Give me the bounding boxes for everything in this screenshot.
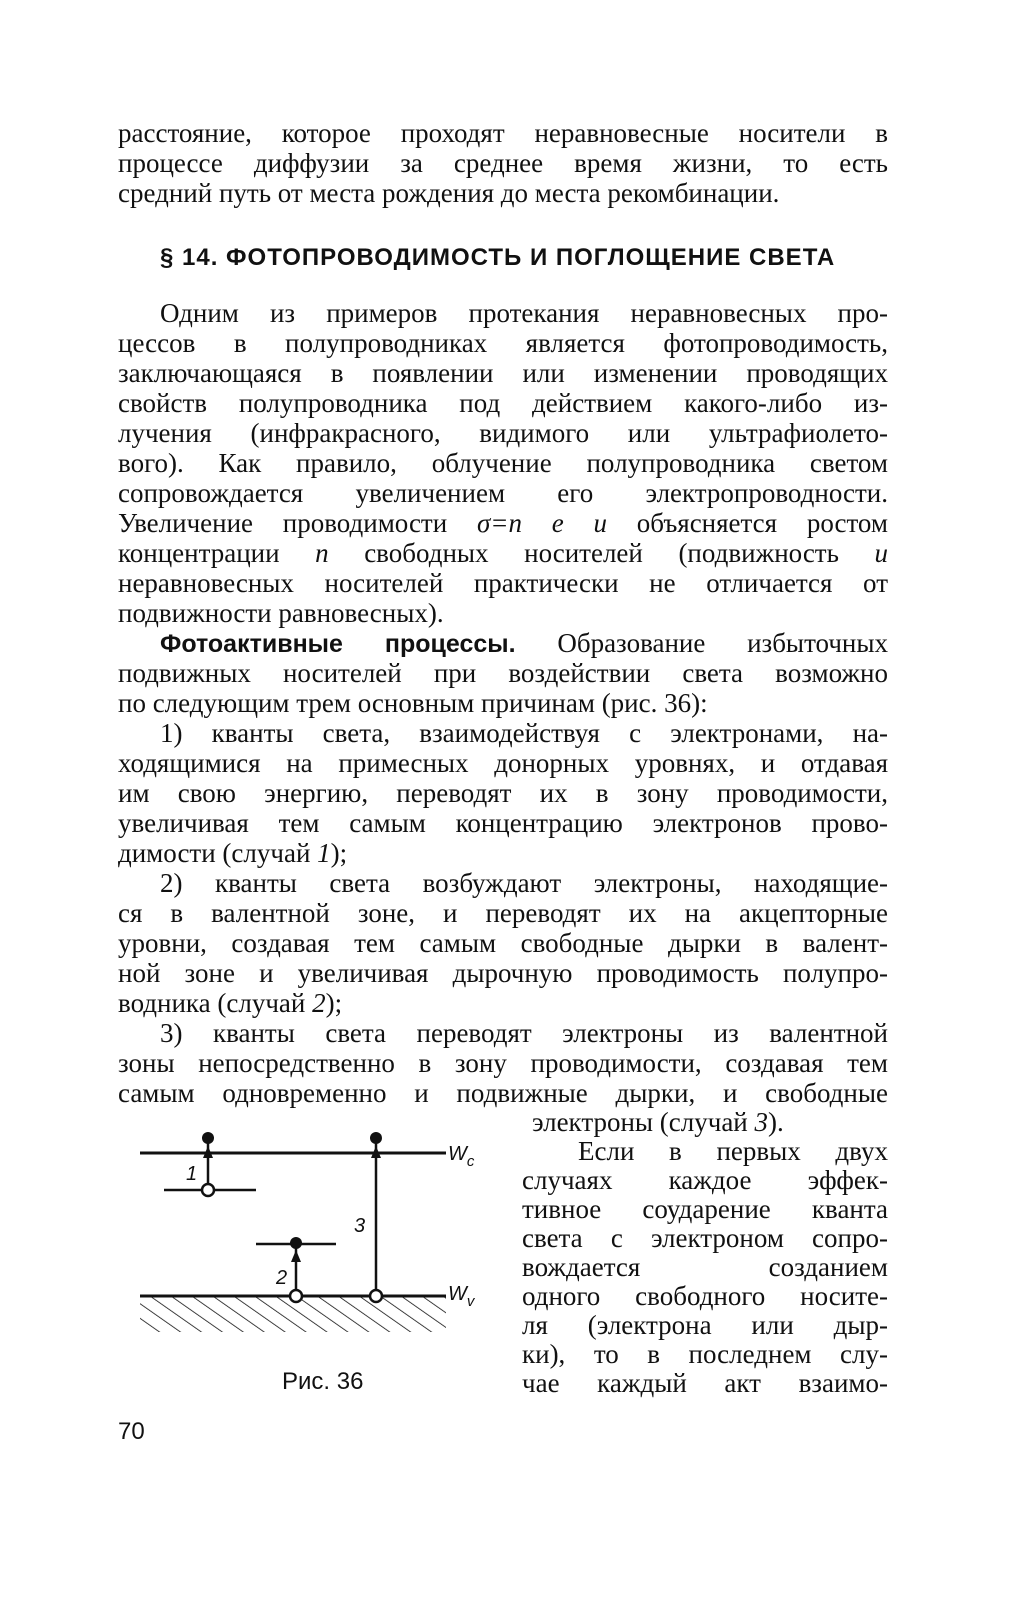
item1-end-punct: );: [330, 838, 348, 868]
intro-line-4: свойств полупроводника под действием какого-либо из-: [118, 388, 888, 418]
photoactive-line-1: [160, 628, 888, 659]
figure-caption: Рис. 36: [282, 1368, 364, 1395]
formula-line-before: Увеличение проводимости: [118, 508, 477, 538]
item2-line-1: 2) кванты света возбуждают электроны, находящие-: [160, 868, 888, 898]
right-column-line-9: чае каждый акт взаимо-: [522, 1368, 888, 1398]
item3-end-punct: ).: [768, 1107, 784, 1137]
item3-line-1: 3) кванты света переводят электроны из валентной: [160, 1018, 888, 1048]
item3-line-4: [532, 1108, 898, 1137]
intro-line-7: сопровождается увеличением его электропроводности.: [118, 478, 888, 508]
band-diagram-figure: [128, 1120, 488, 1350]
section-heading: § 14. ФОТОПРОВОДИМОСТЬ И ПОГЛОЩЕНИЕ СВЕТА: [160, 244, 836, 271]
label-wc: $W_c$: [448, 1143, 475, 1170]
donor-electron-left: [202, 1184, 214, 1196]
item1-line-2: ходящимися на примесных донорных уровнях, и отдавая: [118, 748, 888, 778]
photoactive-line-2: подвижных носителей при воздействии света возможно: [118, 658, 888, 688]
case-2-number: 2: [312, 988, 326, 1018]
conc-line-middle: свободных носителей (подвижность: [328, 538, 875, 568]
right-column-line-2: случаях каждое эффек-: [522, 1165, 888, 1195]
item1-line-5: [118, 838, 888, 868]
item3-end-text: электроны (случай: [532, 1107, 755, 1137]
var-u: u: [874, 538, 888, 568]
item1-line-4: увеличивая тем самым концентрацию электронов прово-: [118, 808, 888, 838]
electron-1: [202, 1132, 214, 1144]
transition-2-arrowhead: [291, 1250, 301, 1262]
item3-line-3: самым одновременно и подвижные дырки, и свободные: [118, 1078, 888, 1108]
concentration-line: [118, 538, 888, 568]
right-column-line-8: ки), то в последнем слу-: [522, 1339, 888, 1369]
item2-line-4: ной зоне и увеличивая дырочную проводимость полупро-: [118, 958, 888, 988]
right-column-line-5: вождается созданием: [522, 1252, 888, 1282]
formula-line: [118, 508, 888, 538]
item2-end-punct: );: [325, 988, 343, 1018]
electron-2: [290, 1237, 302, 1249]
right-column-line-4: света с электроном сопро-: [522, 1223, 888, 1253]
intro-line-1: Одним из примеров протекания неравновесных про-: [160, 298, 888, 328]
label-case-2: 2: [276, 1267, 288, 1289]
top-paragraph-line-1: расстояние, которое проходят неравновесные носители в: [118, 118, 888, 148]
item2-line-5: [118, 988, 888, 1018]
intro-line-6: вого). Как правило, облучение полупроводника светом: [118, 448, 888, 478]
label-wv: $W_v$: [448, 1283, 475, 1310]
photoactive-bold-title: Фотоактивные процессы.: [160, 630, 516, 658]
item1-end-text: димости (случай: [118, 838, 318, 868]
photoactive-rest: Образование избыточных: [515, 628, 888, 658]
var-n: n: [315, 538, 329, 568]
page-number: 70: [118, 1418, 145, 1445]
intro-tail-line-1: неравновесных носителей практически не отличается от: [118, 568, 888, 598]
right-column-line-6: одного свободного носите-: [522, 1281, 888, 1311]
top-paragraph-line-2: процессе диффузии за среднее время жизни, то есть: [118, 148, 888, 178]
item3-line-2: зоны непосредственно в зону проводимости, создавая тем: [118, 1048, 888, 1078]
label-case-1: 1: [186, 1163, 198, 1185]
item1-line-3: им свою энергию, переводят их в зону проводимости,: [118, 778, 888, 808]
right-column-line-1: Если в первых двух: [578, 1136, 888, 1166]
intro-line-2: цессов в полупроводниках является фотопроводимость,: [118, 328, 888, 358]
intro-line-3: заключающаяся в появлении или изменении проводящих: [118, 358, 888, 388]
intro-tail-line-2: подвижности равновесных).: [118, 598, 444, 628]
item2-line-3: уровни, создавая тем самым свободные дырки в валент-: [118, 928, 888, 958]
label-case-3: 3: [354, 1215, 366, 1237]
top-paragraph-line-3: средний путь от места рождения до места рекомбинации.: [118, 178, 780, 208]
intro-line-5: лучения (инфракрасного, видимого или ультрафиолето-: [118, 418, 888, 448]
item2-end-text: водника (случай: [118, 988, 313, 1018]
right-column-line-3: тивное соударение кванта: [522, 1194, 888, 1224]
case-1-number: 1: [317, 838, 331, 868]
conc-line-before: концентрации: [118, 538, 316, 568]
conductivity-formula: σ=n e u: [476, 508, 607, 538]
hole-3: [370, 1290, 382, 1302]
item1-line-1: 1) кванты света, взаимодействуя с электронами, на-: [160, 718, 888, 748]
item2-line-2: ся в валентной зоне, и переводят их на акцепторные: [118, 898, 888, 928]
electron-3: [370, 1132, 382, 1144]
case-3-number: 3: [754, 1107, 768, 1137]
photoactive-line-3: по следующим трем основным причинам (рис. 36):: [118, 688, 708, 718]
hole-2: [290, 1290, 302, 1302]
formula-line-after: объясняется ростом: [607, 508, 888, 538]
right-column-line-7: ля (электрона или дыр-: [522, 1310, 888, 1340]
